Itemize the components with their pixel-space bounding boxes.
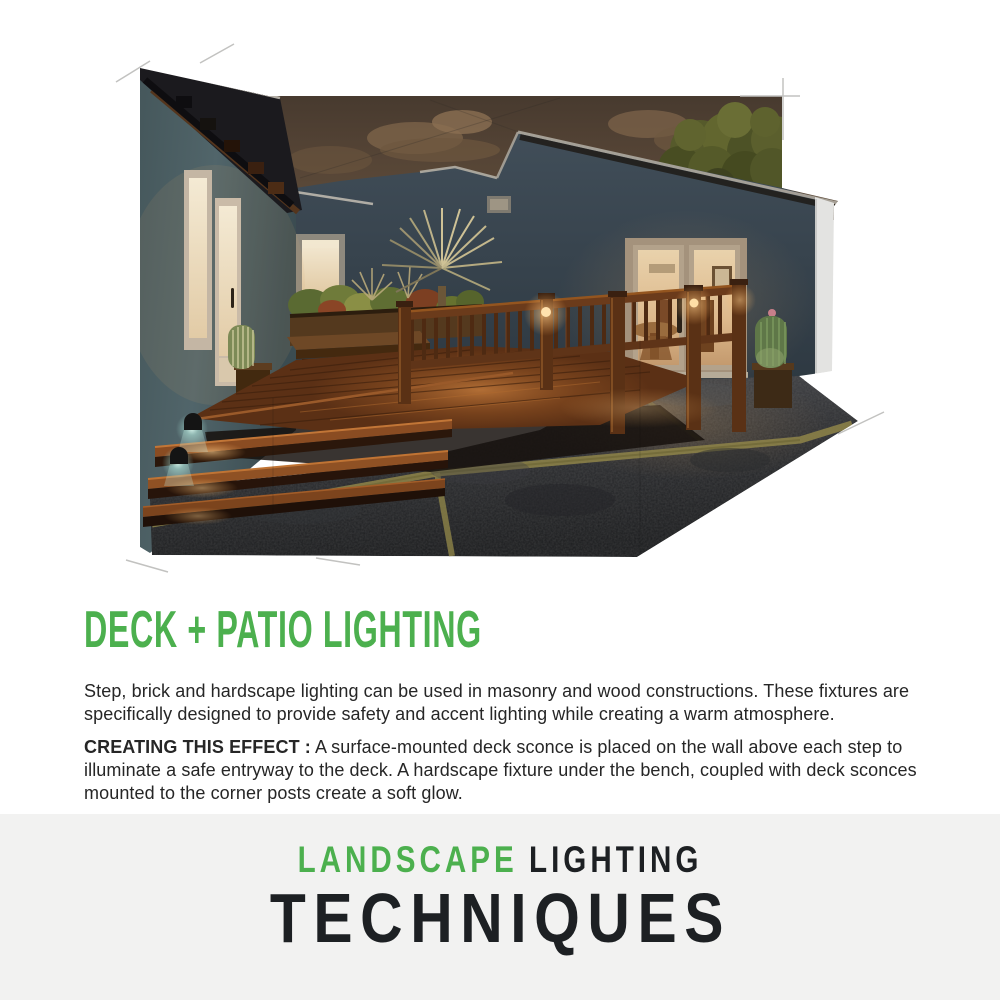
section-paragraph-2 — [84, 736, 926, 805]
section-paragraph-1: Step, brick and hardscape lighting can be used in masonry and wood constructions. These fixtures are specifically designed to provide safety and accent lighting while creating a warm atmosphere. — [84, 681, 910, 724]
text-section — [84, 601, 926, 805]
brand-word-lighting: LIGHTING — [528, 839, 703, 880]
paragraph-2-body: A surface-mounted deck sconce is placed on the wall above each step to illuminate a safe entryway to the deck. A hardscape fixture under the bench, coupled with deck sconces mounted to the corner posts create a soft glow. — [84, 737, 917, 803]
brand-title-line2 — [0, 878, 1000, 957]
entry-window — [184, 170, 212, 350]
brand-word-techniques: TECHNIQUES — [269, 878, 731, 957]
section-heading: DECK + PATIO LIGHTING — [84, 601, 482, 659]
end-wall-slab — [815, 197, 834, 374]
brand-word-landscape: LANDSCAPE — [297, 839, 518, 880]
brand-title-line1 — [298, 840, 703, 881]
step-sconce-lower — [162, 447, 194, 486]
paragraph-2-lead: CREATING THIS EFFECT : — [84, 737, 311, 757]
brand-footer — [0, 814, 1000, 1000]
step-sconce-upper — [176, 413, 208, 452]
